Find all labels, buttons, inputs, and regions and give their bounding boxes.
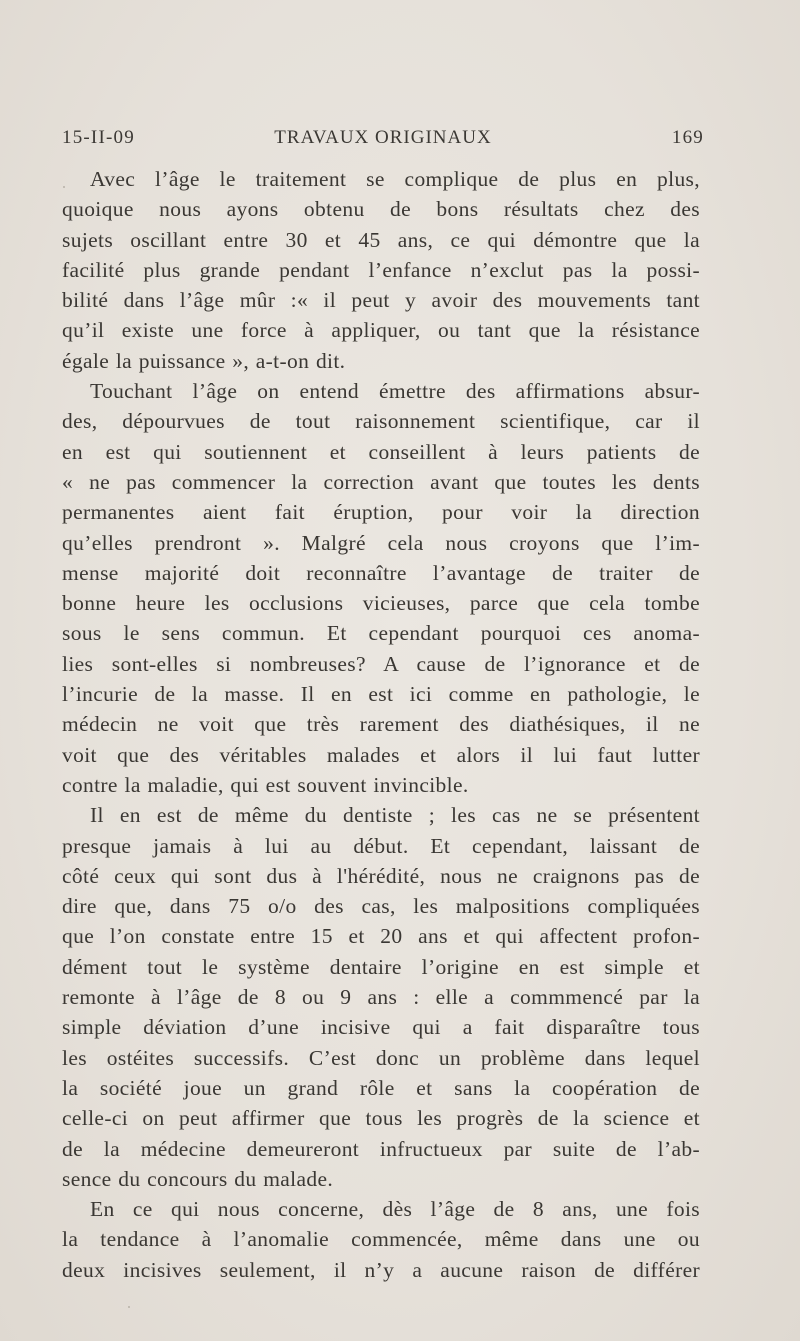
text-line: permanentes aient fait éruption, pour voir la direction <box>62 500 700 525</box>
text-line: égale la puissance », a-t-on dit. <box>62 348 346 373</box>
text-line: lies sont-elles si nombreuses? A cause de l’ignorance et de <box>62 651 700 676</box>
text-line: deux incisives seulement, il n’y a aucune raison de différer <box>62 1257 700 1282</box>
text-line: « ne pas commencer la correction avant que toutes les dents <box>62 469 700 494</box>
header-date: 15-II-09 <box>62 127 135 148</box>
paragraph <box>62 800 700 1194</box>
paragraph <box>62 164 700 376</box>
text-line: que l’on constate entre 15 et 20 ans et qui affectent profon- <box>62 924 700 949</box>
text-line: contre la maladie, qui est souvent invincible. <box>62 772 469 797</box>
text-line: En ce qui nous concerne, dès l’âge de 8 ans, une fois <box>90 1197 700 1222</box>
text-line: Touchant l’âge on entend émettre des affirmations absur- <box>90 379 700 404</box>
text-line: la société joue un grand rôle et sans la coopération de <box>62 1075 700 1100</box>
text-line: qu’il existe une force à appliquer, ou tant que la résistance <box>62 318 700 343</box>
paper-speck <box>128 1306 130 1308</box>
text-line: remonte à l’âge de 8 ou 9 ans : elle a commmencé par la <box>62 985 700 1010</box>
text-line: dément tout le système dentaire l’origine en est simple et <box>62 954 700 979</box>
text-line: mense majorité doit reconnaître l’avantage de traiter de <box>62 560 700 585</box>
text-line: sujets oscillant entre 30 et 45 ans, ce qui démontre que la <box>62 227 700 252</box>
text-line: des, dépourvues de tout raisonnement scientifique, car il <box>62 409 700 434</box>
text-line: côté ceux qui sont dus à l'hérédité, nous ne craignons pas de <box>62 863 700 888</box>
text-line: simple déviation d’une incisive qui a fait disparaître tous <box>62 1015 700 1040</box>
paper-speck <box>63 186 65 188</box>
text-line: la tendance à l’anomalie commencée, même dans une ou <box>62 1227 700 1252</box>
paragraph <box>62 1194 700 1285</box>
running-header <box>62 127 704 153</box>
page-number: 169 <box>671 127 704 148</box>
text-line: de la médecine demeureront infructueux par suite de l’ab- <box>62 1136 700 1161</box>
header-title: TRAVAUX ORIGINAUX <box>274 127 492 148</box>
text-line: Avec l’âge le traitement se complique de plus en plus, <box>90 167 700 191</box>
text-line: facilité plus grande pendant l’enfance n’exclut pas la possi- <box>62 257 700 282</box>
text-line: qu’elles prendront ». Malgré cela nous croyons que l’im- <box>62 530 700 555</box>
paragraph <box>62 376 700 800</box>
text-line: médecin ne voit que très rarement des diathésiques, il ne <box>62 712 700 737</box>
text-line: l’incurie de la masse. Il en est ici comme en pathologie, le <box>62 682 700 707</box>
text-line: Il en est de même du dentiste ; les cas ne se présentent <box>90 803 700 828</box>
text-line: en est qui soutiennent et conseillent à leurs patients de <box>62 439 700 464</box>
text-line: presque jamais à lui au début. Et cependant, laissant de <box>62 833 700 858</box>
text-line: quoique nous ayons obtenu de bons résultats chez des <box>62 197 700 222</box>
text-line: les ostéites successifs. C’est donc un problème dans lequel <box>62 1045 700 1070</box>
text-line: bilité dans l’âge mûr :« il peut y avoir des mouvements tant <box>62 288 700 313</box>
text-line: sous le sens commun. Et cependant pourquoi ces anoma- <box>62 621 700 646</box>
text-line: sence du concours du malade. <box>62 1166 334 1191</box>
text-line: voit que des véritables malades et alors il lui faut lutter <box>62 742 700 767</box>
text-line: dire que, dans 75 o/o des cas, les malpositions compliquées <box>62 894 700 919</box>
text-line: celle-ci on peut affirmer que tous les progrès de la science et <box>62 1106 700 1131</box>
text-line: bonne heure les occlusions vicieuses, parce que cela tombe <box>62 591 700 616</box>
body-text <box>62 164 700 1285</box>
